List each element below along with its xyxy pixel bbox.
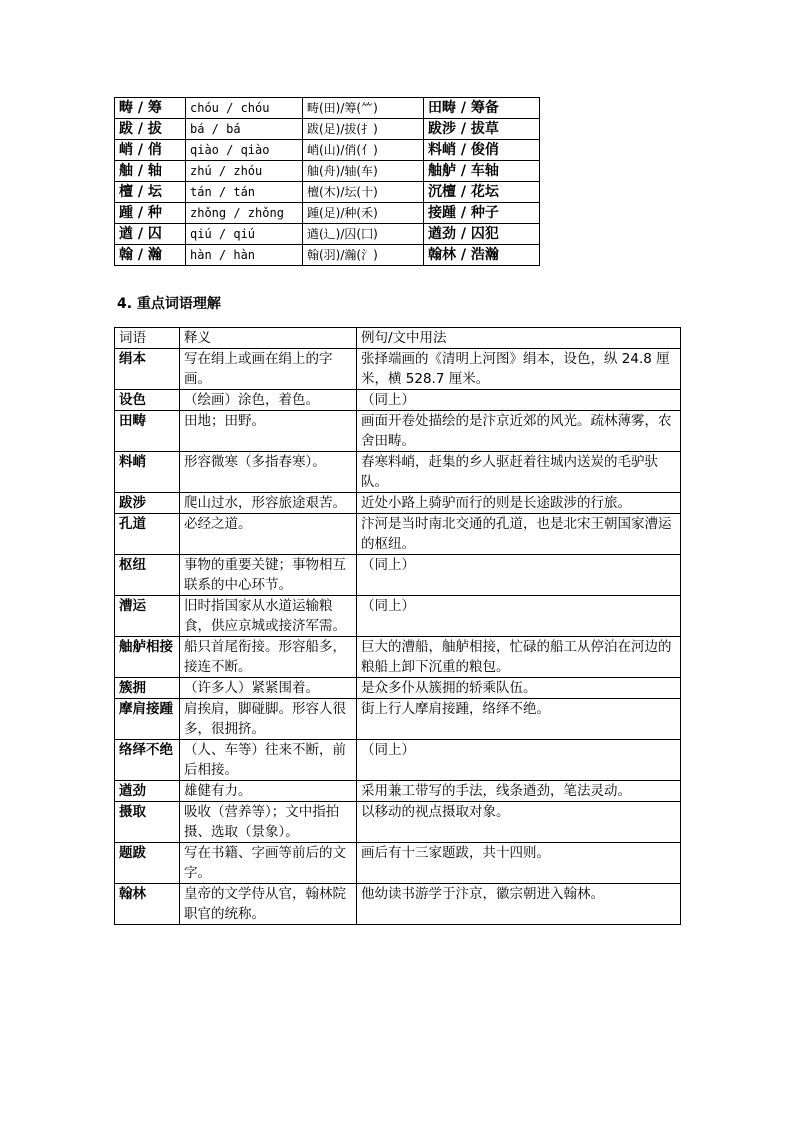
radicals-cell: 峭(山)/俏(亻) xyxy=(303,140,424,161)
header-word: 词语 xyxy=(115,328,180,349)
character-table-body xyxy=(115,98,540,266)
table-row xyxy=(115,349,681,390)
definition-cell: 旧时指国家从水道运输粮食，供应京城或接济军需。 xyxy=(180,596,357,637)
table-row xyxy=(115,161,540,182)
word-examples-cell: 接踵 / 种子 xyxy=(424,203,540,224)
example-cell: （同上） xyxy=(357,740,681,781)
char-pair-cell: 畴 / 筹 xyxy=(115,98,186,119)
word-cell: 簇拥 xyxy=(115,678,180,699)
table-row xyxy=(115,781,681,802)
example-cell: 画后有十三家题跋，共十四则。 xyxy=(357,843,681,884)
word-cell: 绢本 xyxy=(115,349,180,390)
table-row xyxy=(115,699,681,740)
word-cell: 孔道 xyxy=(115,514,180,555)
vocabulary-table xyxy=(114,327,681,925)
section-heading: 4. 重点词语理解 xyxy=(117,296,221,312)
character-table xyxy=(114,97,540,266)
table-row xyxy=(115,452,681,493)
example-cell: （同上） xyxy=(357,596,681,637)
vocabulary-header-row xyxy=(115,328,681,349)
word-cell: 题跋 xyxy=(115,843,180,884)
char-pair-cell: 遒 / 囚 xyxy=(115,224,186,245)
table-row xyxy=(115,514,681,555)
pinyin-cell: qiú / qiú xyxy=(186,224,303,245)
word-examples-cell: 沉檀 / 花坛 xyxy=(424,182,540,203)
example-cell: 春寒料峭，赶集的乡人驱赶着往城内送炭的毛驴驮队。 xyxy=(357,452,681,493)
table-row xyxy=(115,98,540,119)
example-cell: 近处小路上骑驴而行的则是长途跋涉的行旅。 xyxy=(357,493,681,514)
radicals-cell: 舳(舟)/轴(车) xyxy=(303,161,424,182)
definition-cell: 必经之道。 xyxy=(180,514,357,555)
table-row xyxy=(115,411,681,452)
radicals-cell: 翰(羽)/瀚(氵) xyxy=(303,245,424,266)
word-cell: 摩肩接踵 xyxy=(115,699,180,740)
radicals-cell: 畴(田)/筹(⺮) xyxy=(303,98,424,119)
example-cell: 他幼读书游学于汴京，徽宗朝进入翰林。 xyxy=(357,884,681,925)
word-examples-cell: 田畴 / 筹备 xyxy=(424,98,540,119)
example-cell: 汴河是当时南北交通的孔道，也是北宋王朝国家漕运的枢纽。 xyxy=(357,514,681,555)
table-row xyxy=(115,493,681,514)
pinyin-cell: tán / tán xyxy=(186,182,303,203)
word-examples-cell: 翰林 / 浩瀚 xyxy=(424,245,540,266)
pinyin-cell: qiào / qiào xyxy=(186,140,303,161)
table-row xyxy=(115,843,681,884)
example-cell: 以移动的视点摄取对象。 xyxy=(357,802,681,843)
example-cell: 是众多仆从簇拥的轿乘队伍。 xyxy=(357,678,681,699)
table-row xyxy=(115,245,540,266)
pinyin-cell: zhǒng / zhǒng xyxy=(186,203,303,224)
table-row xyxy=(115,203,540,224)
definition-cell: 写在绢上或画在绢上的字画。 xyxy=(180,349,357,390)
definition-cell: 肩挨肩，脚碰脚。形容人很多，很拥挤。 xyxy=(180,699,357,740)
table-row xyxy=(115,802,681,843)
word-examples-cell: 跋涉 / 拔草 xyxy=(424,119,540,140)
header-definition: 释义 xyxy=(180,328,357,349)
char-pair-cell: 踵 / 种 xyxy=(115,203,186,224)
example-cell: （同上） xyxy=(357,390,681,411)
pinyin-cell: chóu / chóu xyxy=(186,98,303,119)
definition-cell: 事物的重要关键；事物相互联系的中心环节。 xyxy=(180,555,357,596)
radicals-cell: 踵(足)/种(禾) xyxy=(303,203,424,224)
table-row xyxy=(115,140,540,161)
pinyin-cell: zhú / zhóu xyxy=(186,161,303,182)
example-cell: 画面开卷处描绘的是汴京近郊的风光。疏林薄雾，农舍田畴。 xyxy=(357,411,681,452)
table-row xyxy=(115,224,540,245)
char-pair-cell: 翰 / 瀚 xyxy=(115,245,186,266)
definition-cell: （人、车等）往来不断，前后相接。 xyxy=(180,740,357,781)
word-cell: 摄取 xyxy=(115,802,180,843)
word-cell: 跋涉 xyxy=(115,493,180,514)
table-row xyxy=(115,637,681,678)
example-cell: 张择端画的《清明上河图》绢本，设色，纵 24.8 厘米，横 528.7 厘米。 xyxy=(357,349,681,390)
word-cell: 枢纽 xyxy=(115,555,180,596)
example-cell: 巨大的漕船，舳舻相接，忙碌的船工从停泊在河边的粮船上卸下沉重的粮包。 xyxy=(357,637,681,678)
table-row xyxy=(115,182,540,203)
radicals-cell: 跋(足)/拔(扌) xyxy=(303,119,424,140)
word-examples-cell: 遒劲 / 囚犯 xyxy=(424,224,540,245)
header-example: 例句/文中用法 xyxy=(357,328,681,349)
definition-cell: 船只首尾衔接。形容船多，接连不断。 xyxy=(180,637,357,678)
definition-cell: （绘画）涂色，着色。 xyxy=(180,390,357,411)
word-cell: 遒劲 xyxy=(115,781,180,802)
definition-cell: 田地；田野。 xyxy=(180,411,357,452)
definition-cell: 吸收（营养等）；文中指拍摄、选取（景象）。 xyxy=(180,802,357,843)
word-cell: 舳舻相接 xyxy=(115,637,180,678)
word-cell: 漕运 xyxy=(115,596,180,637)
table-row xyxy=(115,390,681,411)
radicals-cell: 遒(辶)/囚(囗) xyxy=(303,224,424,245)
char-pair-cell: 峭 / 俏 xyxy=(115,140,186,161)
example-cell: 街上行人摩肩接踵，络绎不绝。 xyxy=(357,699,681,740)
table-row xyxy=(115,596,681,637)
char-pair-cell: 舳 / 轴 xyxy=(115,161,186,182)
vocabulary-table-body xyxy=(115,328,681,925)
word-cell: 设色 xyxy=(115,390,180,411)
word-examples-cell: 舳舻 / 车轴 xyxy=(424,161,540,182)
pinyin-cell: hàn / hàn xyxy=(186,245,303,266)
definition-cell: 写在书籍、字画等前后的文字。 xyxy=(180,843,357,884)
radicals-cell: 檀(木)/坛(十) xyxy=(303,182,424,203)
table-row xyxy=(115,740,681,781)
table-row xyxy=(115,884,681,925)
pinyin-cell: bá / bá xyxy=(186,119,303,140)
word-examples-cell: 料峭 / 俊俏 xyxy=(424,140,540,161)
word-cell: 络绎不绝 xyxy=(115,740,180,781)
word-cell: 翰林 xyxy=(115,884,180,925)
word-cell: 田畴 xyxy=(115,411,180,452)
definition-cell: 皇帝的文学侍从官，翰林院职官的统称。 xyxy=(180,884,357,925)
char-pair-cell: 跋 / 拔 xyxy=(115,119,186,140)
char-pair-cell: 檀 / 坛 xyxy=(115,182,186,203)
example-cell: 采用兼工带写的手法，线条遒劲，笔法灵动。 xyxy=(357,781,681,802)
definition-cell: （许多人）紧紧围着。 xyxy=(180,678,357,699)
example-cell: （同上） xyxy=(357,555,681,596)
definition-cell: 雄健有力。 xyxy=(180,781,357,802)
definition-cell: 爬山过水，形容旅途艰苦。 xyxy=(180,493,357,514)
table-row xyxy=(115,119,540,140)
table-row xyxy=(115,555,681,596)
table-row xyxy=(115,678,681,699)
word-cell: 料峭 xyxy=(115,452,180,493)
definition-cell: 形容微寒（多指春寒）。 xyxy=(180,452,357,493)
